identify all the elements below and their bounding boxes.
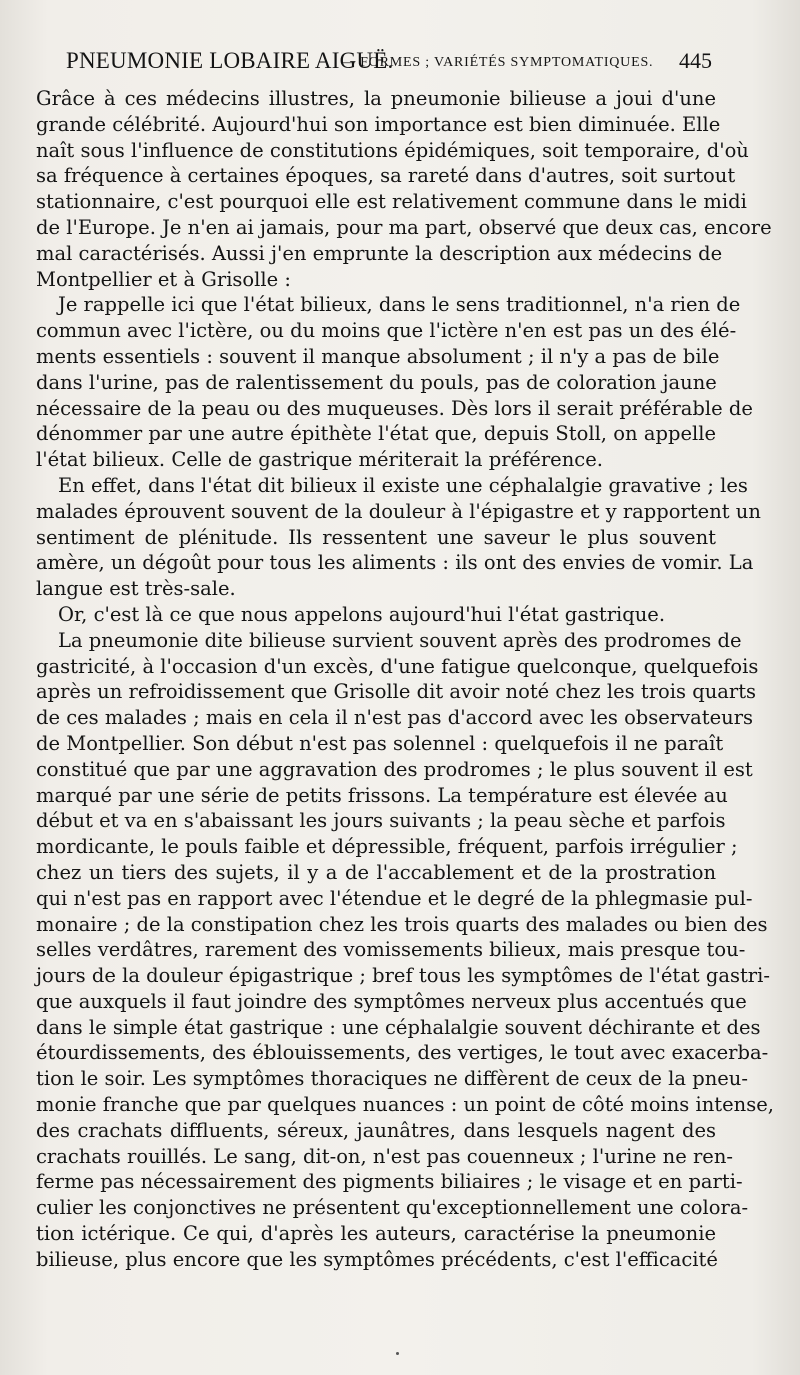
text-line: jours de la douleur épigastrique ; bref tous les symptômes de l'état gastri- [36,964,770,988]
text-line: constitué que par une aggravation des prodromes ; le plus souvent il est [36,757,753,781]
running-header [0,48,800,78]
text-line: commun avec l'ictère, ou du moins que l'ictère n'en est pas un des élé- [36,319,737,343]
text-line: des crachats diffluents, séreux, jaunâtres, dans lesquels nagent des [36,1118,716,1142]
running-subtitle: — FORMES ; VARIÉTÉS SYMPTOMATIQUES. [341,55,654,70]
text-line: langue est très-sale. [36,577,236,601]
text-line: grande célébrité. Aujourd'hui son importance est bien diminuée. Elle [36,112,721,136]
text-line: Grâce à ces médecins illustres, la pneumonie bilieuse a joui d'une [36,87,716,110]
text-line: étourdissements, des éblouissements, des vertiges, le tout avec exacerba- [36,1041,769,1065]
text-line: culier les conjonctives ne présentent qu'exceptionnellement une colora- [36,1196,749,1220]
text-line: stationnaire, c'est pourquoi elle est relativement commune dans le midi [36,190,747,214]
text-line: En effet, dans l'état dit bilieux il existe une céphalalgie gravative ; les [58,473,748,497]
text-line: début et va en s'abaissant les jours suivants ; la peau sèche et parfois [36,809,726,833]
text-line: dans le simple état gastrique : une céphalalgie souvent déchirante et des [36,1015,761,1039]
text-line: marqué par une série de petits frissons. La température est élevée au [36,783,728,807]
text-line: amère, un dégoût pour tous les aliments : ils ont des envies de vomir. La [36,551,754,575]
running-title: PNEUMONIE LOBAIRE AIGUË. [66,48,394,73]
text-line: chez un tiers des sujets, il y a de l'accablement et de la prostration [36,860,716,884]
text-line: Or, c'est là ce que nous appelons aujourd'hui l'état gastrique. [58,602,666,626]
scan-speck [396,1352,399,1355]
text-line: monaire ; de la constipation chez les trois quarts des malades ou bien des [36,912,768,936]
text-line: de l'Europe. Je n'en ai jamais, pour ma part, observé que deux cas, encore [36,215,772,239]
text-line: gastricité, à l'occasion d'un excès, d'une fatigue quelconque, quelquefois [36,654,759,678]
text-line: Je rappelle ici que l'état bilieux, dans le sens traditionnel, n'a rien de [58,293,741,317]
text-line: crachats rouillés. Le sang, dit-on, n'est pas couenneux ; l'urine ne ren- [36,1144,733,1168]
page-number: 445 [679,48,712,73]
text-line: que auxquels il faut joindre des symptômes nerveux plus accentués que [36,989,747,1013]
text-line: sa fréquence à certaines époques, sa rareté dans d'autres, soit surtout [36,164,736,188]
text-line: selles verdâtres, rarement des vomissements bilieux, mais presque tou- [36,938,746,962]
text-line: l'état bilieux. Celle de gastrique mériterait la préférence. [36,448,603,472]
text-line: ments essentiels : souvent il manque absolument ; il n'y a pas de bile [36,344,720,368]
text-line: mordicante, le pouls faible et dépressible, fréquent, parfois irrégulier ; [36,835,738,859]
text-line: tion ictérique. Ce qui, d'après les auteurs, caractérise la pneumonie [36,1222,716,1246]
text-line: ferme pas nécessairement des pigments biliaires ; le visage et en parti- [36,1170,743,1194]
text-line: tion le soir. Les symptômes thoraciques ne diffèrent de ceux de la pneu- [36,1067,748,1091]
text-line: bilieuse, plus encore que les symptômes précédents, c'est l'efficacité [36,1247,718,1271]
text-line: monie franche que par quelques nuances : un point de côté moins intense, [36,1093,774,1117]
text-line: de ces malades ; mais en cela il n'est pas d'accord avec les observateurs [36,706,754,730]
text-line: sentiment de plénitude. Ils ressentent une saveur le plus souvent [36,525,716,549]
text-line: La pneumonie dite bilieuse survient souvent après des prodromes de [58,628,742,652]
text-line: après un refroidissement que Grisolle dit avoir noté chez les trois quarts [36,680,757,704]
text-line: dénommer par une autre épithète l'état que, depuis Stoll, on appelle [36,422,716,446]
text-line: naît sous l'influence de constitutions épidémiques, soit temporaire, d'où [36,138,749,162]
text-line: Montpellier et à Grisolle : [36,267,291,291]
text-line: qui n'est pas en rapport avec l'étendue et le degré de la phlegmasie pul- [36,886,753,910]
text-line: nécessaire de la peau ou des muqueuses. Dès lors il serait préférable de [36,396,753,420]
text-line: de Montpellier. Son début n'est pas solennel : quelquefois il ne paraît [36,731,724,755]
text-line: malades éprouvent souvent de la douleur à l'épigastre et y rapportent un [36,499,761,523]
text-line: dans l'urine, pas de ralentissement du pouls, pas de coloration jaune [36,370,717,394]
body-text [36,86,774,1273]
text-line: mal caractérisés. Aussi j'en emprunte la description aux médecins de [36,241,723,265]
